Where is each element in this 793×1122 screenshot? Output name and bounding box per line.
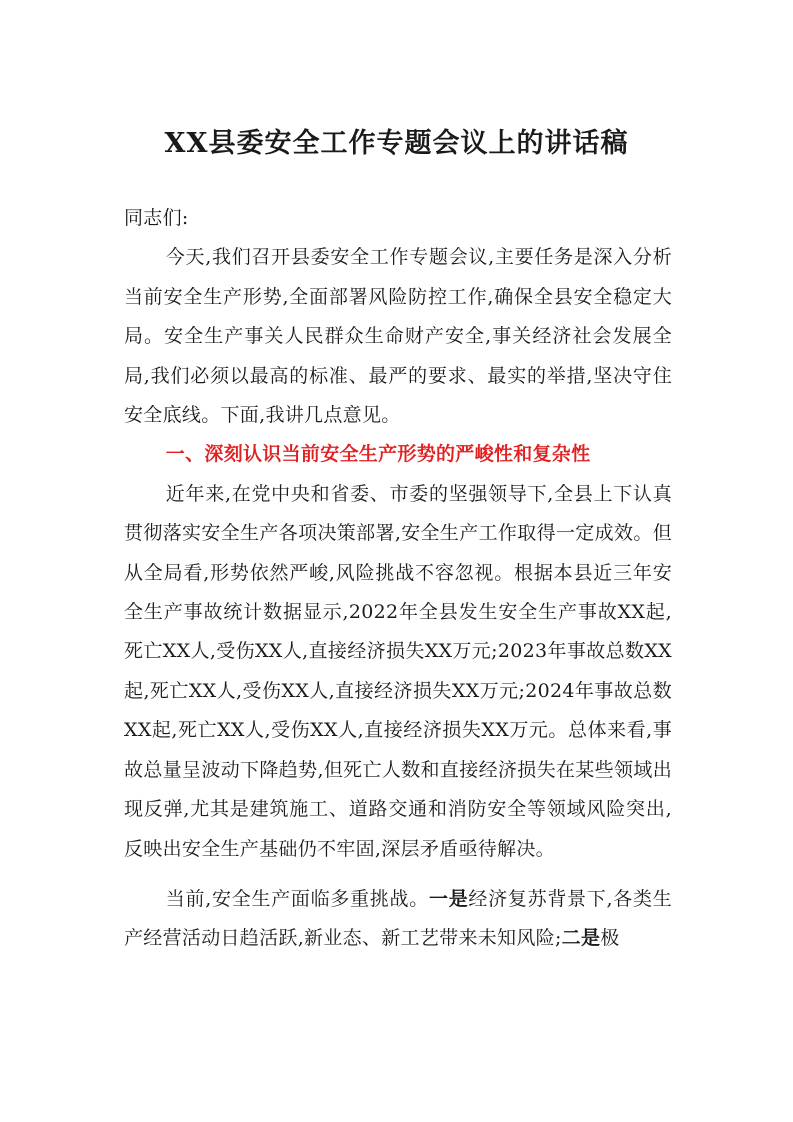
paragraph-text: 经济复苏背景下,各类生产经营活动日趋活跃,新业态、新工艺带来未知风险; bbox=[124, 887, 672, 950]
list-marker-first: 一是 bbox=[428, 887, 469, 910]
salutation: 同志们: bbox=[124, 207, 189, 229]
list-marker-second: 二是 bbox=[561, 927, 601, 950]
document-body bbox=[124, 199, 672, 959]
paragraph-text: 极 bbox=[600, 927, 620, 950]
paragraph-text: 当前,安全生产面临多重挑战。 bbox=[165, 887, 429, 910]
section1-paragraph-2 bbox=[124, 880, 672, 959]
document-title: XX县委安全工作专题会议上的讲话稿 bbox=[164, 128, 629, 159]
intro-paragraph: 今天,我们召开县委安全工作专题会议,主要任务是深入分析当前安全生产形势,全面部署风险防控工作,确保全县安全稳定大局。安全生产事关人民群众生命财产安全,事关经济社会发展全局,我们必须以最高的标准、最严的要求、最实的举措,坚决守住安全底线。下面,我讲几点意见。 bbox=[124, 246, 672, 427]
section-heading-1: 一、深刻认识当前安全生产形势的严峻性和复杂性 bbox=[165, 443, 591, 466]
section1-paragraph-1: 近年来,在党中央和省委、市委的坚强领导下,全县上下认真贯彻落实安全生产各项决策部署,安全生产工作取得一定成效。但从全局看,形势依然严峻,风险挑战不容忽视。根据本县近三年安全生产事故统计数据显示,2022年全县发生安全生产事故XX起,死亡XX人,受伤XX人,直接经济损失XX万元;2023年事故总数XX起,死亡XX人,受伤XX人,直接经济损失XX万元;2024年事故总数XX起,死亡XX人,受伤XX人,直接经济损失XX万元。总体来看,事故总量呈波动下降趋势,但死亡人数和直接经济损失在某些领域出现反弹,尤其是建筑施工、道路交通和消防安全等领域风险突出,反映出安全生产基础仍不牢固,深层矛盾亟待解决。 bbox=[124, 482, 672, 860]
